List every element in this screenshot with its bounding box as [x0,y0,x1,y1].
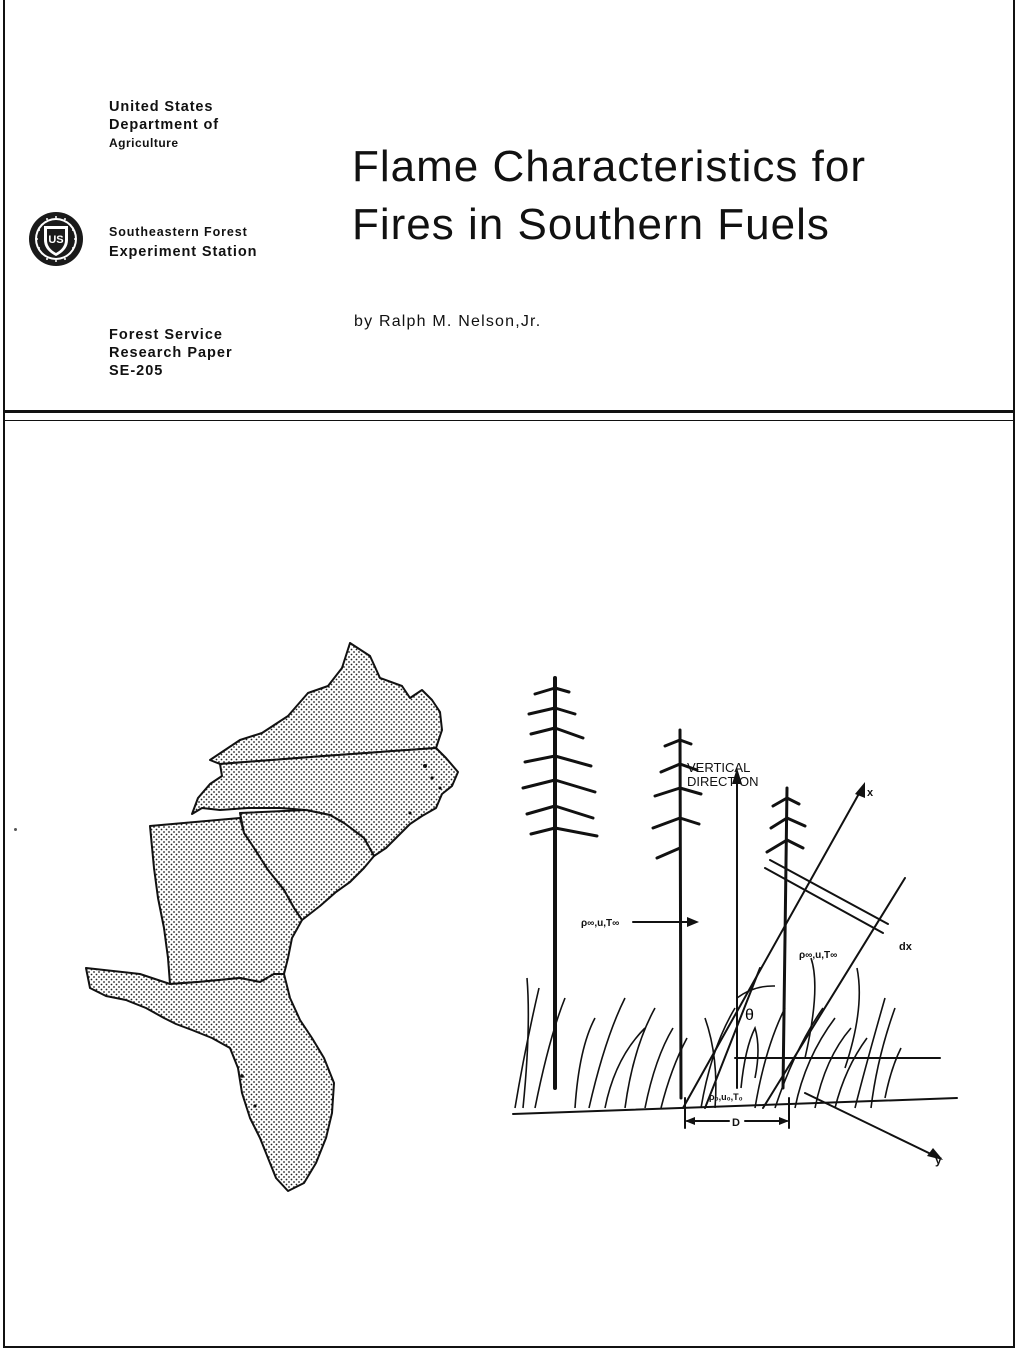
agency-block [109,98,219,152]
divider-thick [4,410,1015,413]
y-axis-line [805,1093,935,1156]
flame-geometry-diagram [505,668,965,1168]
series-block [109,326,233,380]
tree-trunk [680,730,681,1098]
agency-line-2: Department of [109,117,219,133]
agency-line-1: United States [109,99,214,115]
series-number: SE-205 [109,363,164,379]
station-block [109,222,257,262]
logo-text: US [48,234,64,246]
tree-trunk [783,788,787,1088]
forest-service-shield-icon [27,210,85,268]
author-byline: by Ralph M. Nelson,Jr. [354,313,542,330]
series-line-1: Forest Service [109,327,223,343]
document-title [352,138,866,254]
flame-label: ρ∞,u,T∞ [799,950,838,961]
station-line-2: Experiment Station [109,244,258,260]
y-axis-label: y [935,1153,942,1167]
series-line-2: Research Paper [109,345,233,361]
state-florida [86,968,334,1191]
d-label: D [732,1117,740,1129]
vertical-label: VERTICAL [687,760,751,775]
agency-line-3: Agriculture [109,136,179,150]
title-line-2: Fires in Southern Fuels [352,200,830,249]
state-virginia [210,643,442,764]
station-line-1: Southeastern Forest [109,225,248,239]
ambient-label: ρ∞,u,T∞ [581,918,620,929]
x-axis-label: x [867,787,874,799]
x-axis-line [683,790,861,1108]
theta-label: θ [745,1007,754,1024]
dx-label: dx [899,941,912,953]
title-line-1: Flame Characteristics for [352,142,867,191]
speck [14,828,17,831]
southeast-states-map [80,638,465,1198]
direction-label: DIRECTION [687,774,759,789]
divider-thin [4,420,1015,421]
base-label: ρ₀,u₀,T₀ [709,1092,743,1102]
